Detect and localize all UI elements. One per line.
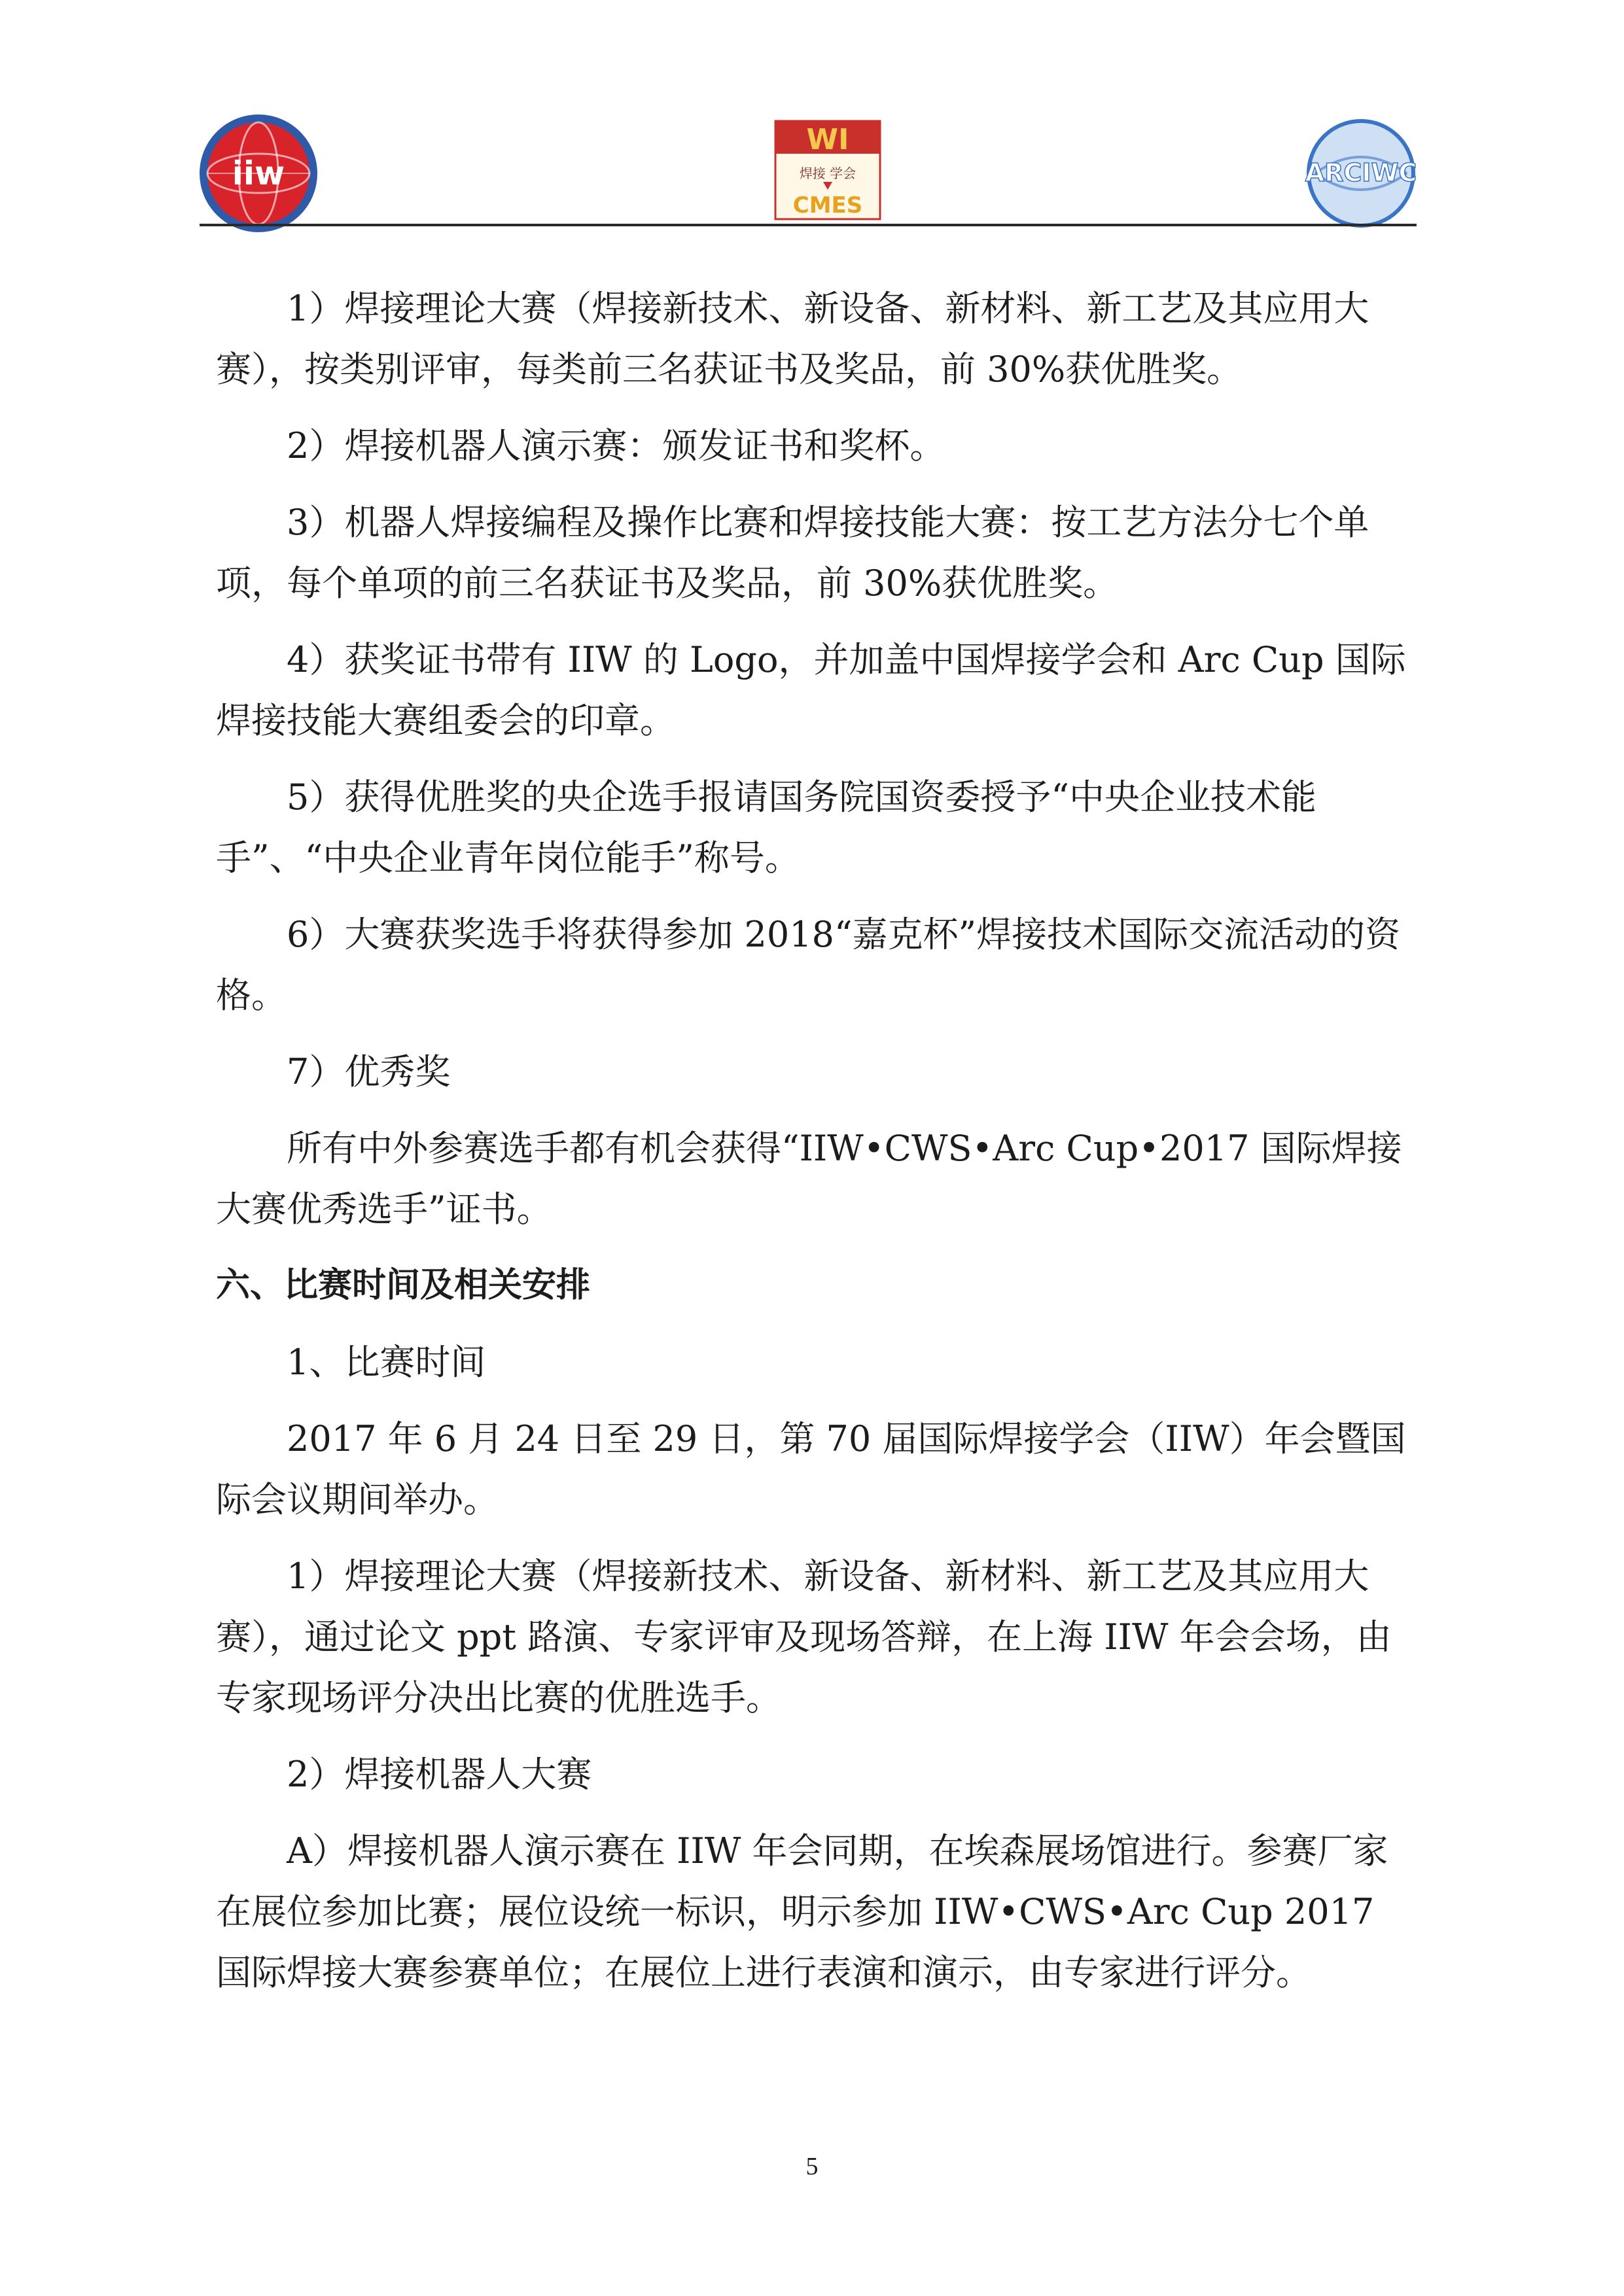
paragraph-theory-contest: 1）焊接理论大赛（焊接新技术、新设备、新材料、新工艺及其应用大赛），通过论文 ppt 路演、专家评审及现场答辩，在上海 IIW 年会会场，由专家现场评分决出比赛的优胜选手。 [216, 1556, 1392, 1718]
header-divider [200, 224, 1417, 226]
iiw-logo [196, 111, 321, 235]
paragraph-3: 3）机器人焊接编程及操作比赛和焊接技能大赛：按工艺方法分七个单项，每个单项的前三名获证书及奖品，前 30%获优胜奖。 [216, 502, 1369, 604]
paragraph-robot-demo: A）焊接机器人演示赛在 IIW 年会同期，在埃森展场馆进行。参赛厂家在展位参加比赛；展位设统一标识，明示参加 IIW•CWS•Arc Cup 2017 国际焊接大赛参赛单位；在展位上进行表演和演示，由专家进行评分。 [216, 1830, 1388, 1993]
paragraph-5: 5）获得优胜奖的央企选手报请国务院国资委授予“中央企业技术能手”、“中央企业青年岗位能手”称号。 [216, 776, 1316, 878]
paragraph-7: 7）优秀奖 [287, 1051, 451, 1092]
paragraph-6: 6）大赛获奖选手将获得参加 2018“嘉克杯”焊接技术国际交流活动的资格。 [216, 914, 1401, 1016]
section-heading: 六、比赛时间及相关安排 [216, 1266, 591, 1305]
paragraph-4: 4）获奖证书带有 IIW 的 Logo，并加盖中国焊接学会和 Arc Cup 国际焊接技能大赛组委会的印章。 [216, 639, 1406, 741]
document-body [216, 278, 1413, 2003]
subheading-robot-contest: 2）焊接机器人大赛 [287, 1754, 592, 1795]
cmes-logo-mid: 焊接 学会 [799, 165, 856, 181]
paragraph-schedule-date: 2017 年 6 月 24 日至 29 日，第 70 届国际焊接学会（IIW）年会暨国际会议期间举办。 [216, 1418, 1406, 1520]
subheading-schedule: 1、比赛时间 [287, 1342, 486, 1383]
page-header [0, 0, 1624, 235]
paragraph-1: 1）焊接理论大赛（焊接新技术、新设备、新材料、新工艺及其应用大赛），按类别评审，每类前三名获证书及奖品，前 30%获优胜奖。 [216, 288, 1369, 390]
cmes-logo [772, 118, 883, 222]
paragraph-2: 2）焊接机器人演示赛：颁发证书和奖杯。 [287, 425, 945, 466]
cmes-logo-top: WI [806, 123, 849, 156]
arciwc-logo [1296, 114, 1426, 232]
cmes-logo-bottom: CMES [792, 192, 863, 218]
arciwc-logo-text: ARCIWC [1305, 158, 1417, 187]
paragraph-8: 所有中外参赛选手都有机会获得“IIW•CWS•Arc Cup•2017 国际焊接大赛优秀选手”证书。 [216, 1128, 1402, 1230]
iiw-logo-text: iiw [232, 154, 285, 192]
page-number: 5 [805, 2153, 819, 2180]
